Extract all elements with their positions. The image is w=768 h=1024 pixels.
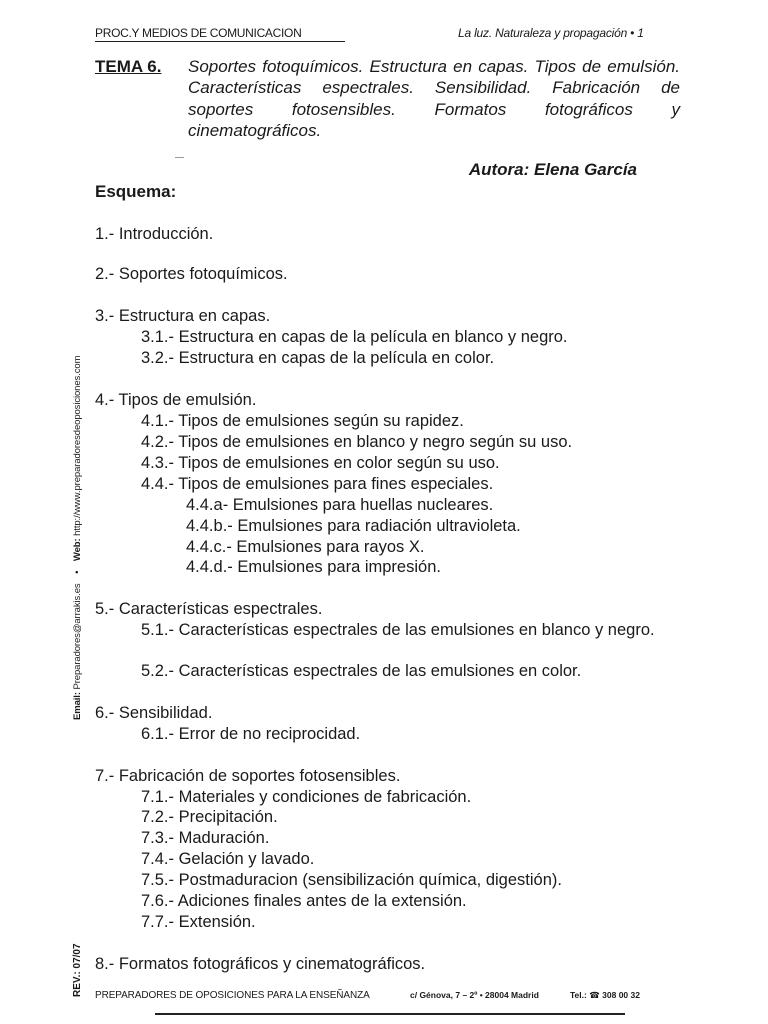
- topic-title: Soportes fotoquímicos. Estructura en capas. Tipos de emulsión. Características espectrales. Sensibilidad. Fabricación de soportes fotosensibles. Formatos fotográficos y cinematográficos.: [188, 57, 680, 140]
- outline-item: 6.- Sensibilidad.: [95, 704, 213, 722]
- topic-label: TEMA 6.: [95, 57, 162, 76]
- outline-subitem: 4.2.- Tipos de emulsiones en blanco y negro según su uso.: [141, 433, 573, 451]
- running-header-topic: La luz. Naturaleza y propagación • 1: [458, 26, 644, 40]
- footer-phone: Tel.: ☎ 308 00 32: [570, 990, 640, 1000]
- outline-subitem: 7.1.- Materiales y condiciones de fabricación.: [141, 788, 472, 806]
- footer-organization: PREPARADORES DE OPOSICIONES PARA LA ENSEÑANZA: [95, 990, 370, 1001]
- outline-subsubitem: 4.4.b.- Emulsiones para radiación ultravioleta.: [186, 517, 521, 535]
- sidebar-contact: [72, 356, 83, 720]
- outline-item: 2.- Soportes fotoquímicos.: [95, 265, 288, 283]
- outline-subitem: 5.1.- Características espectrales de las emulsiones en blanco y negro.: [141, 621, 655, 639]
- footer-rule: [155, 1013, 625, 1015]
- outline-item: 4.- Tipos de emulsión.: [95, 391, 257, 409]
- outline-subitem: 7.3.- Maduración.: [141, 829, 270, 847]
- outline-subitem: 5.2.- Características espectrales de las emulsiones en color.: [141, 662, 582, 680]
- divider-mark: [175, 157, 184, 158]
- web-address: http://www.preparadoresdeoposiciones.com: [72, 355, 83, 536]
- separator-dot: •: [72, 570, 83, 574]
- web-label: Web:: [72, 538, 83, 562]
- outline-subitem: 4.4.- Tipos de emulsiones para fines especiales.: [141, 475, 494, 493]
- outline-item: 7.- Fabricación de soportes fotosensibles.: [95, 767, 401, 785]
- outline-subitem: 7.5.- Postmaduracion (sensibilización química, digestión).: [141, 871, 562, 889]
- outline-subitem: 7.2.- Precipitación.: [141, 808, 278, 826]
- outline-item: 8.- Formatos fotográficos y cinematográficos.: [95, 955, 426, 973]
- outline-subitem: 7.4.- Gelación y lavado.: [141, 850, 315, 868]
- outline-subitem: 6.1.- Error de no reciprocidad.: [141, 725, 361, 743]
- outline-subsubitem: 4.4.c.- Emulsiones para rayos X.: [186, 538, 425, 556]
- outline-item: 3.- Estructura en capas.: [95, 307, 271, 325]
- outline-subitem: 4.1.- Tipos de emulsiones según su rapidez.: [141, 412, 464, 430]
- footer-address: c/ Génova, 7 – 2º • 28004 Madrid: [410, 990, 539, 1000]
- outline-subitem: 7.6.- Adiciones finales antes de la extensión.: [141, 892, 467, 910]
- author-line: Autora: Elena García: [468, 160, 637, 179]
- email-address: Preparadores@arrakis.es: [72, 583, 83, 690]
- outline-subitem: 4.3.- Tipos de emulsiones en color según su uso.: [141, 454, 500, 472]
- running-header-course: PROC.Y MEDIOS DE COMUNICACION: [95, 26, 345, 42]
- outline-subsubitem: 4.4.d.- Emulsiones para impresión.: [186, 558, 441, 576]
- outline-subitem: 7.7.- Extensión.: [141, 913, 256, 931]
- outline-subitem: 3.1.- Estructura en capas de la película en blanco y negro.: [141, 328, 568, 346]
- outline-heading: Esquema:: [95, 182, 177, 201]
- outline-subitem: 3.2.- Estructura en capas de la película en color.: [141, 349, 495, 367]
- revision-label: REV.: 07/07: [72, 943, 83, 997]
- outline-item: 5.- Características espectrales.: [95, 600, 323, 618]
- outline-item: 1.- Introducción.: [95, 225, 214, 243]
- email-label: Email:: [72, 692, 83, 720]
- outline-subsubitem: 4.4.a- Emulsiones para huellas nucleares.: [186, 496, 494, 514]
